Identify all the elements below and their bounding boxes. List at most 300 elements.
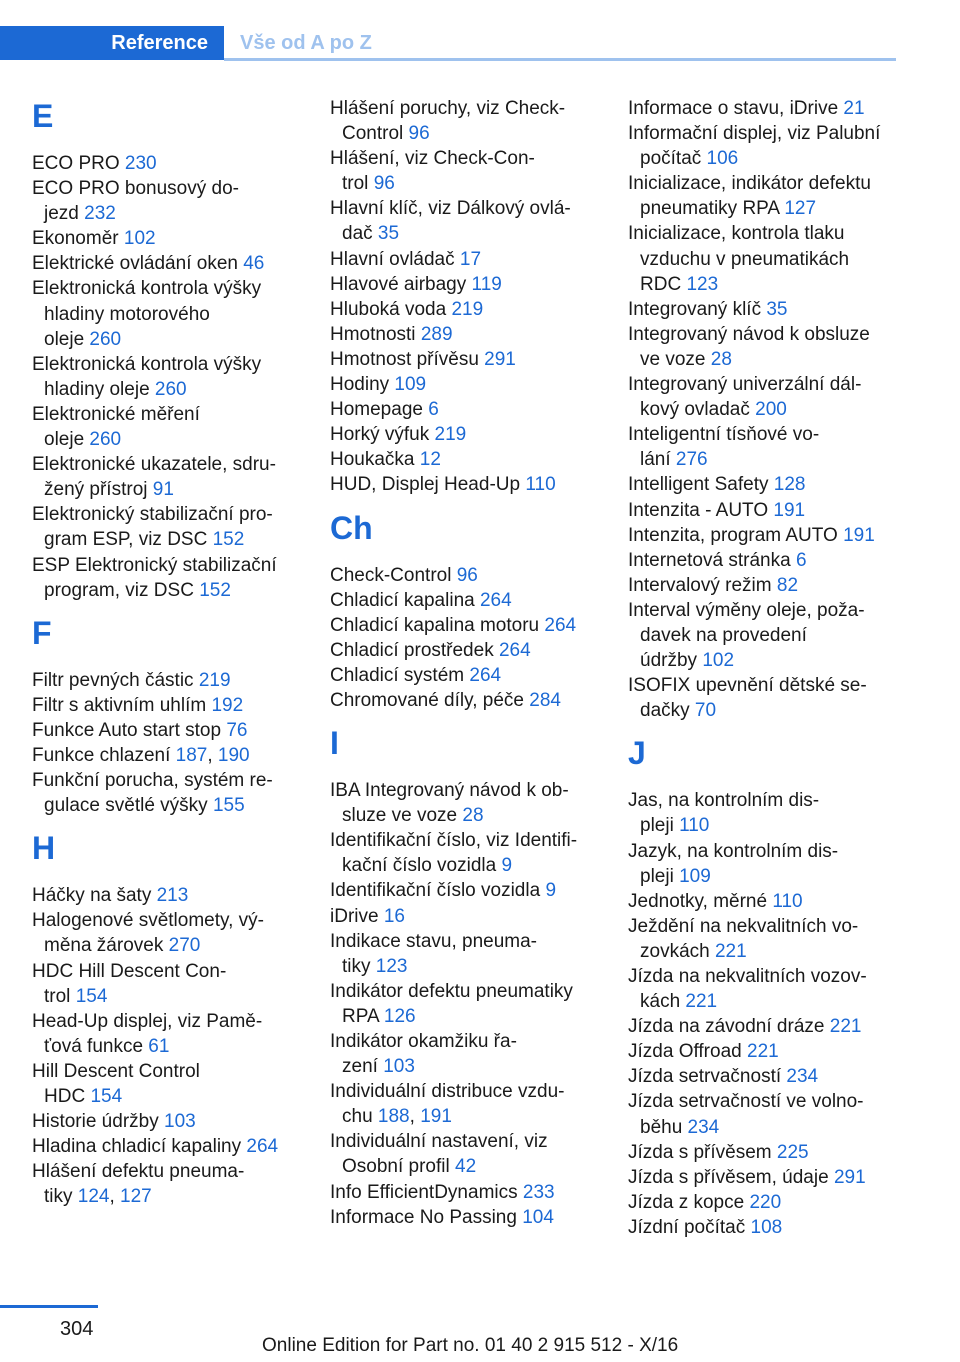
index-entry: [32, 743, 304, 768]
page-link[interactable]: 91: [152, 479, 174, 501]
entry-text: Elektronické měření: [32, 403, 200, 425]
index-entry: [32, 151, 304, 176]
page-link[interactable]: 35: [766, 298, 788, 320]
page-link[interactable]: 219: [451, 298, 484, 320]
index-entry: [330, 638, 602, 663]
entry-text: Check-Control: [330, 564, 457, 586]
index-entry: [32, 1009, 304, 1059]
index-entry: [628, 548, 900, 573]
entry-text: hladiny motorového: [44, 303, 210, 325]
index-entry: [32, 502, 304, 552]
page-link[interactable]: 191: [773, 499, 806, 521]
entry-text: kový ovladač: [640, 399, 756, 421]
entry-text: Hlášení defektu pneuma-: [32, 1161, 245, 1183]
index-entry: [628, 472, 900, 497]
section-letter: I: [330, 725, 339, 762]
entry-text: chu: [342, 1106, 378, 1128]
page-link[interactable]: 154: [90, 1086, 123, 1107]
index-entry: [32, 553, 304, 603]
page-link[interactable]: 96: [456, 564, 478, 586]
entry-text: Jízda setrvačností: [628, 1066, 787, 1088]
page-link[interactable]: 6: [795, 549, 807, 571]
page-link[interactable]: 12: [419, 449, 441, 471]
entry-text: Inteligentní tísňové vo-: [628, 424, 820, 446]
index-entry: [32, 251, 304, 276]
entry-text: RDC: [640, 273, 687, 295]
entry-text: Háčky na šaty: [32, 885, 157, 907]
page-link[interactable]: 123: [375, 955, 408, 977]
entry-text: Elektronické ukazatele, sdru-: [32, 454, 276, 476]
index-entry: [330, 397, 602, 422]
page-link[interactable]: 284: [529, 689, 561, 711]
index-entry: [628, 297, 900, 322]
index-entry: [628, 914, 900, 964]
index-entry: [330, 1079, 602, 1129]
page-link[interactable]: 232: [84, 203, 116, 225]
index-entry: [330, 613, 602, 638]
index-entry: [32, 883, 304, 908]
page-link[interactable]: 110: [525, 474, 556, 496]
entry-text: Jazyk, na kontrolním dis-: [628, 840, 839, 862]
index-entry: [330, 1129, 602, 1179]
index-entry: [330, 247, 602, 272]
entry-text: Informace o stavu, iDrive: [628, 98, 844, 119]
page-link[interactable]: 110: [772, 890, 803, 912]
page-link[interactable]: 21: [843, 98, 865, 119]
entry-text: Hlášení poruchy, viz Check-: [330, 98, 566, 119]
index-entry: [330, 322, 602, 347]
index-entry: [32, 352, 304, 402]
entry-text: Jízda setrvačností ve volno-: [628, 1091, 864, 1113]
page-link[interactable]: 152: [199, 579, 231, 601]
page-link[interactable]: 103: [164, 1111, 196, 1133]
entry-text: žený přístroj: [44, 479, 153, 501]
entry-text: měna žárovek: [44, 935, 169, 957]
entry-text: oleje: [44, 429, 90, 451]
entry-text: HUD, Displej Head-Up: [330, 474, 526, 496]
page-link[interactable]: 264: [469, 664, 502, 686]
entry-text: Inicializace, indikátor defektu: [628, 173, 871, 195]
entry-text: Jízdní počítač: [628, 1216, 751, 1238]
entry-text: kační číslo vozidla: [342, 855, 502, 877]
page-link[interactable]: 219: [434, 424, 467, 446]
entry-text: počítač: [640, 148, 707, 170]
entry-text: Hodiny: [330, 374, 395, 396]
footer-divider: [0, 1305, 98, 1308]
index-entry: [628, 1165, 900, 1190]
index-entry: [32, 452, 304, 502]
entry-text: dač: [342, 223, 378, 245]
index-entry: [32, 1134, 304, 1159]
page-link[interactable]: 17: [459, 248, 482, 270]
index-entry: [32, 718, 304, 743]
entry-text: Filtr pevných částic: [32, 669, 199, 691]
page-link[interactable]: 126: [383, 1005, 416, 1027]
page-link[interactable]: 106: [706, 148, 739, 170]
entry-text: Chladicí systém: [330, 664, 470, 686]
index-entry: [330, 372, 602, 397]
page-link[interactable]: 108: [750, 1216, 783, 1238]
page-link[interactable]: 109: [679, 865, 711, 887]
index-entry: [330, 828, 602, 878]
entry-text: vzduchu v pneumatikách: [640, 248, 850, 270]
entry-text: Interval výměny oleje, poža-: [628, 599, 865, 621]
page-link[interactable]: 119: [471, 273, 502, 295]
page-link[interactable]: 191: [843, 524, 875, 546]
index-entry: [628, 221, 900, 296]
page-link[interactable]: 28: [710, 348, 732, 370]
entry-text: oleje: [44, 328, 90, 350]
index-entry: [628, 1215, 900, 1240]
header-divider: [224, 58, 896, 61]
page-link[interactable]: 270: [168, 935, 201, 957]
entry-text: ťová funkce: [44, 1035, 149, 1057]
entry-text: pleji: [640, 865, 680, 887]
entry-text: Inicializace, kontrola tlaku: [628, 223, 845, 245]
index-entry: [32, 402, 304, 452]
entry-text: jezd: [44, 203, 85, 225]
index-entry: [32, 1159, 304, 1209]
index-entry: [32, 276, 304, 351]
page-link[interactable]: 213: [156, 885, 189, 907]
index-entry: [330, 96, 602, 146]
entry-text: Indikace stavu, pneuma-: [330, 930, 538, 952]
page-link[interactable]: 128: [773, 474, 806, 496]
entry-text: Integrovaný návod k obsluze: [628, 323, 870, 345]
page-link[interactable]: 76: [226, 719, 248, 741]
entry-text: Halogenové světlomety, vý-: [32, 910, 264, 932]
index-entry: [330, 979, 602, 1029]
index-entry: [628, 422, 900, 472]
entry-text: Jednotky, měrné: [628, 890, 773, 912]
entry-text: ,: [409, 1106, 421, 1128]
index-entry: [32, 176, 304, 226]
entry-text: Internetová stránka: [628, 549, 796, 571]
page-link[interactable]: 260: [89, 429, 122, 451]
entry-text: ve voze: [640, 348, 711, 370]
entry-text: Identifikační číslo vozidla: [330, 880, 546, 902]
entry-text: Chromované díly, péče: [330, 689, 530, 711]
entry-text: Integrovaný klíč: [628, 298, 767, 320]
entry-text: Funkce chlazení: [32, 744, 176, 766]
entry-text: Hlášení, viz Check-Con-: [330, 148, 535, 170]
entry-text: Chladicí kapalina: [330, 589, 480, 611]
page-link[interactable]: 127: [784, 198, 817, 220]
index-entry: [628, 598, 900, 673]
page-link[interactable]: 221: [685, 991, 718, 1013]
index-column-2: [330, 96, 602, 1230]
tab-reference[interactable]: Reference: [0, 26, 224, 60]
entry-text: zení: [342, 1056, 384, 1078]
entry-text: Head-Up displej, viz Pamě-: [32, 1010, 263, 1032]
page-link[interactable]: 264: [246, 1136, 279, 1158]
index-entry: [32, 768, 304, 818]
index-entry: [330, 422, 602, 447]
index-entry: [628, 839, 900, 889]
page-link[interactable]: 187: [175, 744, 208, 766]
entry-text: Individuální nastavení, viz: [330, 1131, 548, 1153]
entry-text: Osobní profil: [342, 1156, 455, 1178]
entry-text: Elektronický stabilizační pro-: [32, 504, 273, 526]
entry-text: Informační displej, viz Palubní: [628, 123, 881, 145]
page-link[interactable]: 264: [479, 589, 512, 611]
entry-text: Hluboká voda: [330, 298, 452, 320]
page-number: 304: [60, 1318, 94, 1340]
index-entry: [32, 959, 304, 1009]
entry-text: gram ESP, viz DSC: [44, 529, 213, 551]
entry-text: ,: [207, 744, 218, 766]
entry-text: ECO PRO bonusový do-: [32, 178, 239, 200]
entry-text: Hmotnosti: [330, 323, 421, 345]
entry-text: pleji: [640, 815, 680, 837]
page-link[interactable]: 61: [148, 1035, 170, 1057]
entry-text: Chladicí prostředek: [330, 639, 499, 661]
entry-text: Intenzita, program AUTO: [628, 524, 844, 546]
entry-text: Jízda s přívěsem: [628, 1141, 777, 1163]
entry-text: Ježdění na nekvalitních vo-: [628, 915, 859, 937]
entry-text: Intenzita - AUTO: [628, 499, 774, 521]
edition-note: Online Edition for Part no. 01 40 2 915 512 - X/16: [262, 1335, 679, 1356]
entry-text: Ekonoměr: [32, 228, 124, 250]
page-link[interactable]: 96: [373, 173, 395, 195]
entry-text: Hlavní klíč, viz Dálkový ovlá-: [330, 198, 571, 220]
entry-text: Jízda na nekvalitních vozov-: [628, 966, 867, 987]
index-entry: [32, 693, 304, 718]
section-letter: F: [32, 614, 52, 651]
entry-text: Filtr s aktivním uhlím: [32, 694, 212, 716]
entry-text: Intervalový režim: [628, 574, 777, 596]
page-link[interactable]: 123: [686, 273, 719, 295]
page-link[interactable]: 190: [217, 744, 250, 766]
page-link[interactable]: 191: [420, 1106, 452, 1128]
index-entry: [330, 347, 602, 372]
entry-text: Elektrické ovládání oken: [32, 253, 244, 275]
entry-text: hladiny oleje: [44, 378, 155, 400]
index-entry: [32, 226, 304, 251]
page-link[interactable]: 102: [702, 650, 735, 672]
index-entry: [628, 573, 900, 598]
page-link[interactable]: 70: [694, 700, 717, 722]
page-link[interactable]: 82: [776, 574, 799, 596]
entry-text: Hill Descent Control: [32, 1060, 200, 1082]
page-link[interactable]: 46: [243, 253, 265, 275]
entry-text: HDC Hill Descent Con-: [32, 960, 227, 982]
page-link[interactable]: 110: [679, 815, 710, 837]
page-link[interactable]: 127: [120, 1186, 152, 1208]
section-letter: J: [628, 735, 646, 772]
entry-text: ,: [109, 1186, 121, 1208]
index-entry: [330, 1205, 602, 1230]
entry-text: Historie údržby: [32, 1111, 164, 1133]
page-link[interactable]: 230: [124, 153, 157, 174]
index-entry: [628, 96, 900, 121]
page-link[interactable]: 6: [428, 399, 439, 421]
entry-text: zovkách: [640, 940, 715, 962]
entry-text: ESP Elektronický stabilizační: [32, 554, 277, 576]
entry-text: Informace No Passing: [330, 1206, 523, 1228]
section-letter: H: [32, 830, 56, 867]
entry-text: dačky: [640, 700, 695, 722]
entry-text: trol: [44, 985, 76, 1007]
page-link[interactable]: 219: [198, 669, 231, 691]
index-entry: [628, 1039, 900, 1064]
index-entry: [628, 523, 900, 548]
entry-text: Elektronická kontrola výšky: [32, 353, 262, 375]
index-entry: [32, 1109, 304, 1134]
page-link[interactable]: 9: [501, 855, 513, 877]
index-entry: [628, 322, 900, 372]
entry-text: Horký výfuk: [330, 424, 435, 446]
page-link[interactable]: 96: [408, 123, 430, 145]
index-entry: [330, 297, 602, 322]
index-entry: [330, 563, 602, 588]
index-entry: [628, 171, 900, 221]
entry-text: kách: [640, 991, 686, 1013]
page-link[interactable]: 152: [212, 529, 245, 551]
entry-text: Elektronická kontrola výšky: [32, 278, 262, 300]
page-link[interactable]: 291: [833, 1166, 866, 1188]
entry-text: Jízda z kopce: [628, 1191, 750, 1213]
entry-text: Homepage: [330, 399, 429, 421]
entry-text: Hlavní ovládač: [330, 248, 460, 270]
page-link[interactable]: 221: [829, 1016, 862, 1038]
entry-text: trol: [342, 173, 374, 195]
page-link[interactable]: 154: [75, 985, 108, 1007]
entry-text: IBA Integrovaný návod k ob-: [330, 780, 569, 802]
index-entry: [330, 196, 602, 246]
index-entry: [628, 964, 900, 1014]
page-link[interactable]: 276: [675, 449, 708, 471]
entry-text: HDC: [44, 1086, 91, 1107]
index-entry: [330, 472, 602, 497]
page-link[interactable]: 155: [212, 795, 245, 817]
entry-text: Intelligent Safety: [628, 474, 774, 496]
entry-text: Hmotnost přívěsu: [330, 348, 485, 370]
index-entry: [628, 372, 900, 422]
index-entry: [330, 1029, 602, 1079]
index-entry: [628, 498, 900, 523]
index-entry: [32, 668, 304, 693]
entry-text: Hlavové airbagy: [330, 273, 472, 295]
section-letter: Ch: [330, 509, 373, 546]
index-entry: [32, 908, 304, 958]
entry-text: Chladicí kapalina motoru: [330, 614, 545, 636]
page-link[interactable]: 225: [776, 1141, 809, 1163]
entry-text: gulace světlé výšky: [44, 795, 213, 817]
entry-text: Houkačka: [330, 449, 420, 471]
entry-text: pneumatiky RPA: [640, 198, 785, 220]
page-link[interactable]: 260: [89, 328, 122, 350]
entry-text: Identifikační číslo, viz Identifi-: [330, 830, 578, 852]
page-link[interactable]: 124: [77, 1186, 110, 1208]
page-link[interactable]: 264: [498, 639, 531, 661]
page-link[interactable]: 42: [455, 1156, 477, 1178]
section-letter: E: [32, 98, 54, 134]
index-entry: [330, 929, 602, 979]
entry-text: tiky: [44, 1186, 78, 1208]
entry-text: Jízda na závodní dráze: [628, 1016, 830, 1038]
page-link[interactable]: 109: [394, 374, 427, 396]
page-link[interactable]: 221: [747, 1041, 779, 1063]
entry-text: davek na provedení: [640, 624, 807, 646]
page-link[interactable]: 264: [544, 614, 577, 636]
entry-text: sluze ve voze: [342, 805, 463, 827]
page-link[interactable]: 192: [211, 694, 244, 716]
index-entry: [330, 778, 602, 828]
entry-text: iDrive: [330, 905, 384, 927]
index-entry: [628, 889, 900, 914]
page-link[interactable]: 28: [462, 805, 484, 827]
index-entry: [628, 1140, 900, 1165]
entry-text: ECO PRO: [32, 153, 125, 174]
index-entry: [330, 663, 602, 688]
tab-vse-od-a-po-z[interactable]: Vše od A po Z: [240, 32, 372, 54]
entry-text: Jízda s přívěsem, údaje: [628, 1166, 834, 1188]
index-entry: [628, 673, 900, 723]
entry-text: Jas, na kontrolním dis-: [628, 790, 820, 812]
entry-text: Indikátor okamžiku řa-: [330, 1031, 517, 1052]
entry-text: údržby: [640, 650, 703, 672]
page-link[interactable]: 9: [545, 880, 557, 902]
entry-text: tiky: [342, 955, 376, 977]
index-entry: [628, 1089, 900, 1139]
index-entry: [628, 1064, 900, 1089]
entry-text: Individuální distribuce vzdu-: [330, 1081, 565, 1103]
index-entry: [330, 878, 602, 903]
index-entry: [330, 146, 602, 196]
page-link[interactable]: 104: [522, 1206, 554, 1228]
entry-text: RPA: [342, 1005, 384, 1027]
index-entry: [330, 1180, 602, 1205]
page-link[interactable]: 221: [714, 940, 747, 962]
page-link[interactable]: 35: [377, 223, 400, 245]
page-link[interactable]: 234: [687, 1116, 720, 1138]
entry-text: Funkce Auto start stop: [32, 719, 227, 741]
page-link[interactable]: 291: [484, 348, 516, 370]
index-entry: [628, 1190, 900, 1215]
page-link[interactable]: 102: [123, 228, 156, 250]
index-entry: [628, 121, 900, 171]
index-entry: [628, 788, 900, 838]
page-link[interactable]: 233: [522, 1181, 555, 1203]
entry-text: Indikátor defektu pneumatiky: [330, 980, 573, 1002]
entry-text: běhu: [640, 1116, 688, 1138]
index-column-1: [32, 96, 304, 1209]
index-entry: [330, 904, 602, 929]
page-link[interactable]: 188: [377, 1106, 410, 1128]
index-entry: [330, 447, 602, 472]
page-link[interactable]: 220: [749, 1191, 782, 1213]
entry-text: Control: [342, 123, 409, 145]
page-link[interactable]: 234: [786, 1066, 819, 1088]
entry-text: Integrovaný univerzální dál-: [628, 374, 862, 396]
page-link[interactable]: 200: [755, 399, 787, 421]
index-entry: [32, 1059, 304, 1109]
index-entry: [330, 688, 602, 713]
index-entry: [330, 272, 602, 297]
entry-text: program, viz DSC: [44, 579, 200, 601]
page-link[interactable]: 103: [383, 1056, 415, 1078]
page-link[interactable]: 16: [383, 905, 405, 927]
entry-text: Info EfficientDynamics: [330, 1181, 523, 1203]
page-link[interactable]: 289: [420, 323, 453, 345]
entry-text: Hladina chladicí kapaliny: [32, 1136, 247, 1158]
entry-text: ISOFIX upevnění dětské se-: [628, 675, 867, 697]
page-link[interactable]: 260: [154, 378, 187, 400]
entry-text: Funkční porucha, systém re-: [32, 770, 273, 792]
page-header: [0, 0, 896, 64]
index-entry: [628, 1014, 900, 1039]
